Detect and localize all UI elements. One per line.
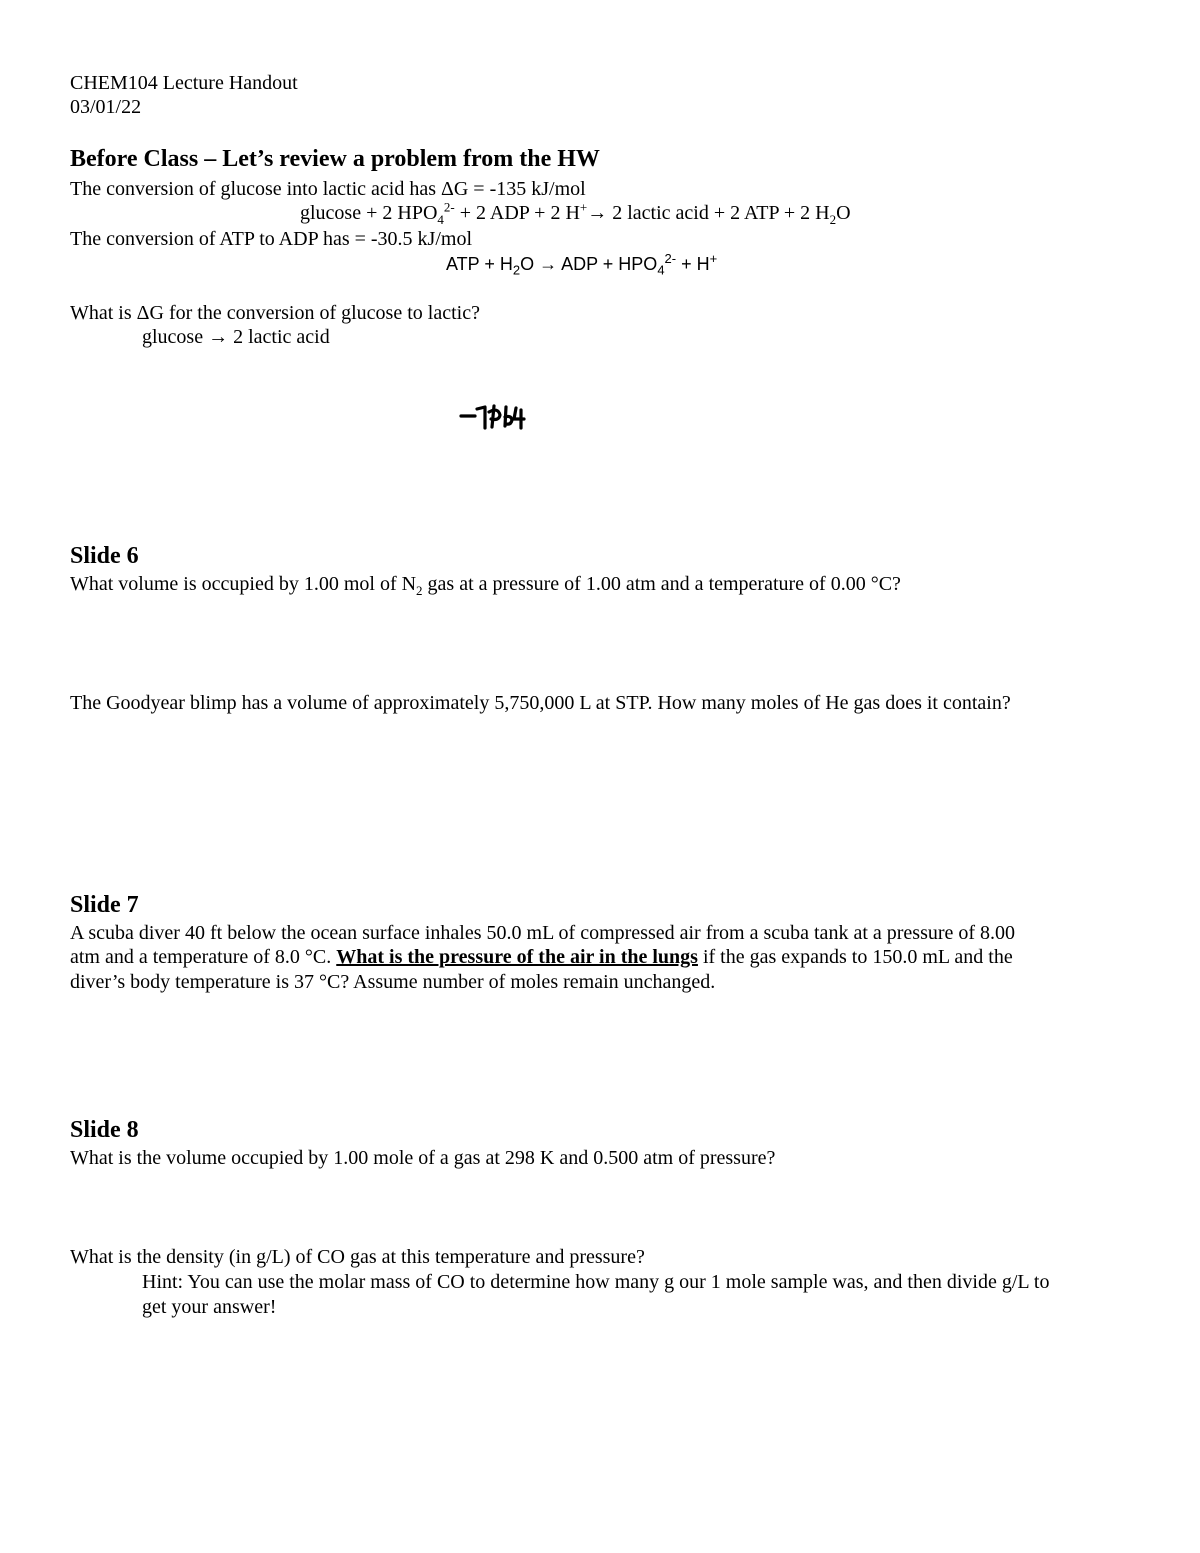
slide8-hint-line1: Hint: You can use the molar mass of CO to determine how many g our 1 mole sample was, and then divide g/L to bbox=[142, 1271, 1050, 1293]
slide6-question-blimp: The Goodyear blimp has a volume of approximately 5,750,000 L at STP. How many moles of He gas does it contain? bbox=[70, 692, 1011, 714]
handout-date: 03/01/22 bbox=[70, 96, 142, 118]
atp-equation: ATP + $H_2O$ → ADP + $HPO_4^{2-} + H^+$ bbox=[446, 251, 718, 278]
slide7-line1: A scuba diver 40 ft below the ocean surface inhales 50.0 mL of compressed air from a scuba tank at a pressure of 8.00 bbox=[70, 922, 1016, 944]
atp-conversion-text: The conversion of ATP to ADP has = -30.5 kJ/mol bbox=[70, 228, 473, 250]
before-class-heading: Before Class – Let’s review a problem from the HW bbox=[70, 146, 600, 172]
glucose-conversion-text: The conversion of glucose into lactic acid has ΔG = -135 kJ/mol bbox=[70, 178, 586, 200]
glucose-reaction: glucose → 2 lactic acid bbox=[142, 326, 330, 348]
slide7-line2: atm and a temperature of 8.0 °C. What is the pressure of the air in the lungs if the gas expands to 150.0 mL and the bbox=[70, 946, 1013, 968]
emphasized-question: What is the pressure of the air in the lungs bbox=[336, 946, 698, 968]
slide7-heading: Slide 7 bbox=[70, 892, 139, 918]
slide8-question-density: What is the density (in g/L) of CO gas at this temperature and pressure? bbox=[70, 1246, 645, 1268]
delta-g-question: What is ΔG for the conversion of glucose to lactic? bbox=[70, 302, 480, 324]
slide6-heading: Slide 6 bbox=[70, 543, 139, 569]
slide8-hint-line2: get your answer! bbox=[142, 1296, 277, 1318]
glucose-equation: glucose + 2 $HPO_4^{2-} + 2$ ADP + 2 H+→ 2 lactic acid + 2 ATP + 2 $H_2O$ bbox=[300, 199, 851, 227]
handwritten-answer-ink bbox=[458, 400, 530, 436]
slide8-heading: Slide 8 bbox=[70, 1117, 139, 1143]
slide7-line3: diver’s body temperature is 37 °C? Assume number of moles remain unchanged. bbox=[70, 971, 716, 993]
handwritten-answer bbox=[458, 400, 530, 442]
slide8-question-volume: What is the volume occupied by 1.00 mole of a gas at 298 K and 0.500 atm of pressure? bbox=[70, 1147, 776, 1169]
slide6-question-volume: What volume is occupied by 1.00 mol of $N_2$ gas at a pressure of 1.00 atm and a temperature of 0.00 °C? bbox=[70, 573, 901, 598]
course-title: CHEM104 Lecture Handout bbox=[70, 72, 298, 94]
